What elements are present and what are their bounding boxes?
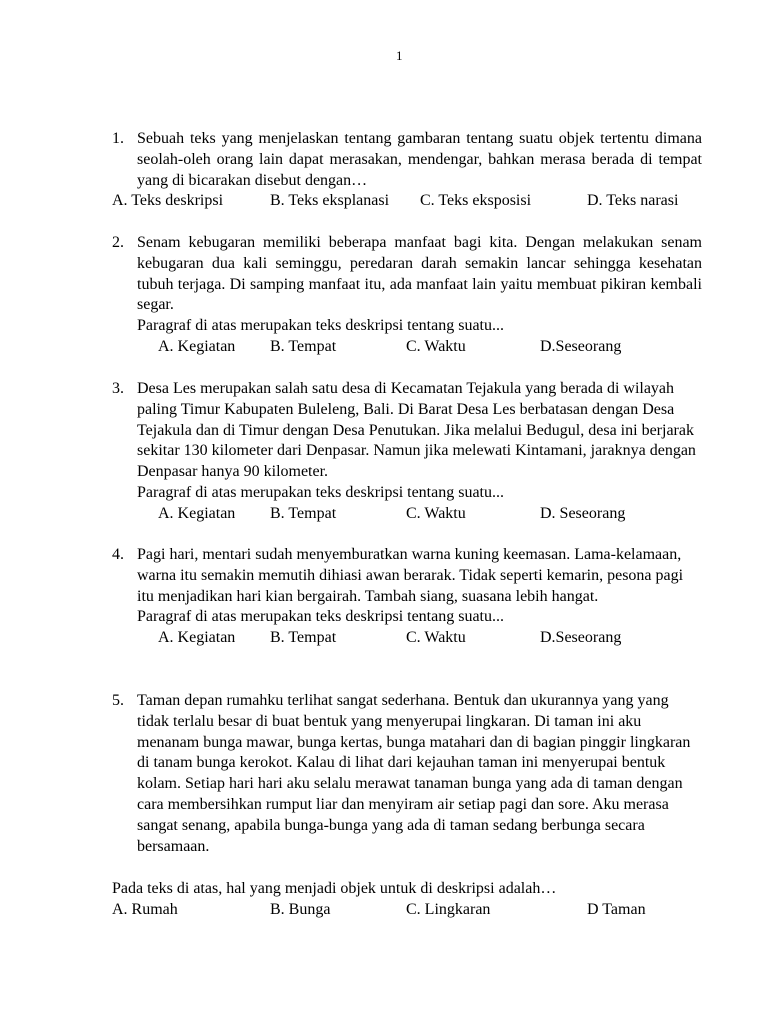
option-b[interactable]: B. Tempat xyxy=(270,504,337,522)
answer-options xyxy=(112,504,702,525)
option-c[interactable]: C. Waktu xyxy=(406,337,466,355)
option-b[interactable]: B. Tempat xyxy=(270,337,337,355)
option-d[interactable]: D. Seseorang xyxy=(540,504,626,522)
question-text: Sebuah teks yang menjelaskan tentang gambaran tentang suatu objek tertentu dimana seolah-oleh orang lain dapat merasakan, mendengar, bahkan merasa berada di tempat yang di bicarakan disebut dengan… xyxy=(137,130,702,189)
question-3 xyxy=(112,379,702,525)
question-text: Senam kebugaran memiliki beberapa manfaat bagi kita. Dengan melakukan senam kebugaran dua kali seminggu, peredaran darah semakin lancar sehingga kesehatan tubuh terjaga. Di samping manfaat itu, ada manfaat lain yaitu membuat pikiran kembali segar. xyxy=(137,234,702,314)
answer-options xyxy=(112,900,712,921)
option-a[interactable]: A. Kegiatan xyxy=(158,629,236,647)
option-d[interactable]: D.Seseorang xyxy=(540,629,622,647)
option-b[interactable]: B. Tempat xyxy=(270,629,337,647)
final-question xyxy=(112,879,712,921)
option-b[interactable]: B. Bunga xyxy=(270,900,331,918)
option-c[interactable]: C. Waktu xyxy=(406,504,466,522)
question-number: 2. xyxy=(112,234,124,251)
answer-options xyxy=(112,191,702,212)
question-text: Pagi hari, mentari sudah menyemburatkan warna kuning keemasan. Lama-kelamaan, warna itu semakin memutih dihiasi awan berarak. Tidak seperti kemarin, pesona pagi itu menjadikan hari kian bergairah. Tambah siang, suasana lebih hangat. xyxy=(137,546,684,605)
final-question-prompt: Pada teks di atas, hal yang menjadi objek untuk di deskripsi adalah… xyxy=(112,880,557,897)
question-text: Desa Les merupakan salah satu desa di Kecamatan Tejakula yang berada di wilayah paling Timur Kabupaten Buleleng, Bali. Di Barat Desa Les berbatasan dengan Desa Tejakula dan di Timur dengan Desa Penutukan. Jika melalui Bedugul, desa ini berjarak sekitar 130 kilometer dari Denpasar. Namun jika melewati Kintamani, jaraknya dengan Denpasar hanya 90 kilometer. xyxy=(137,380,696,481)
option-a[interactable]: A. Rumah xyxy=(112,900,178,918)
question-number: 3. xyxy=(112,380,124,397)
option-a[interactable]: A. Kegiatan xyxy=(158,504,236,522)
option-d[interactable]: D.Seseorang xyxy=(540,337,622,355)
answer-options xyxy=(112,337,702,358)
question-text: Taman depan rumahku terlihat sangat sederhana. Bentuk dan ukurannya yang yang tidak terlalu besar di buat bentuk yang menyerupai lingkaran. Di taman ini aku menanam bunga mawar, bunga kertas, bunga matahari dan di bagian pinggir lingkaran di tanam bunga kerokot. Kalau di lihat dari kejauhan taman ini menyerupai bentuk kolam. Setiap hari hari aku selalu merawat tanaman bunga yang ada di taman dengan cara membersihkan rumput liar dan menyiram air setiap pagi dan sore. Aku merasa sangat senang, apabila bunga-bunga yang ada di taman sedang berbunga secara bersamaan. xyxy=(137,692,691,855)
option-c[interactable]: C. Lingkaran xyxy=(406,900,491,918)
option-d[interactable]: D. Teks narasi xyxy=(587,192,679,210)
question-number: 5. xyxy=(112,692,124,709)
option-a[interactable]: A. Teks deskripsi xyxy=(112,192,224,210)
question-prompt: Paragraf di atas merupakan teks deskripsi tentang suatu... xyxy=(137,608,504,626)
question-prompt: Paragraf di atas merupakan teks deskripsi tentang suatu... xyxy=(137,317,504,335)
question-number: 4. xyxy=(112,546,124,563)
question-1 xyxy=(112,129,702,212)
question-prompt: Paragraf di atas merupakan teks deskripsi tentang suatu... xyxy=(137,483,504,501)
question-2 xyxy=(112,233,702,358)
option-d[interactable]: D Taman xyxy=(587,900,646,918)
question-5 xyxy=(112,691,702,857)
page-number: 1 xyxy=(396,48,403,63)
option-b[interactable]: B. Teks eksplanasi xyxy=(270,192,390,210)
question-4 xyxy=(112,545,702,649)
option-c[interactable]: C. Teks eksposisi xyxy=(420,192,532,210)
option-a[interactable]: A. Kegiatan xyxy=(158,337,236,355)
answer-options xyxy=(112,628,702,649)
option-c[interactable]: C. Waktu xyxy=(406,629,466,647)
question-number: 1. xyxy=(112,130,124,147)
